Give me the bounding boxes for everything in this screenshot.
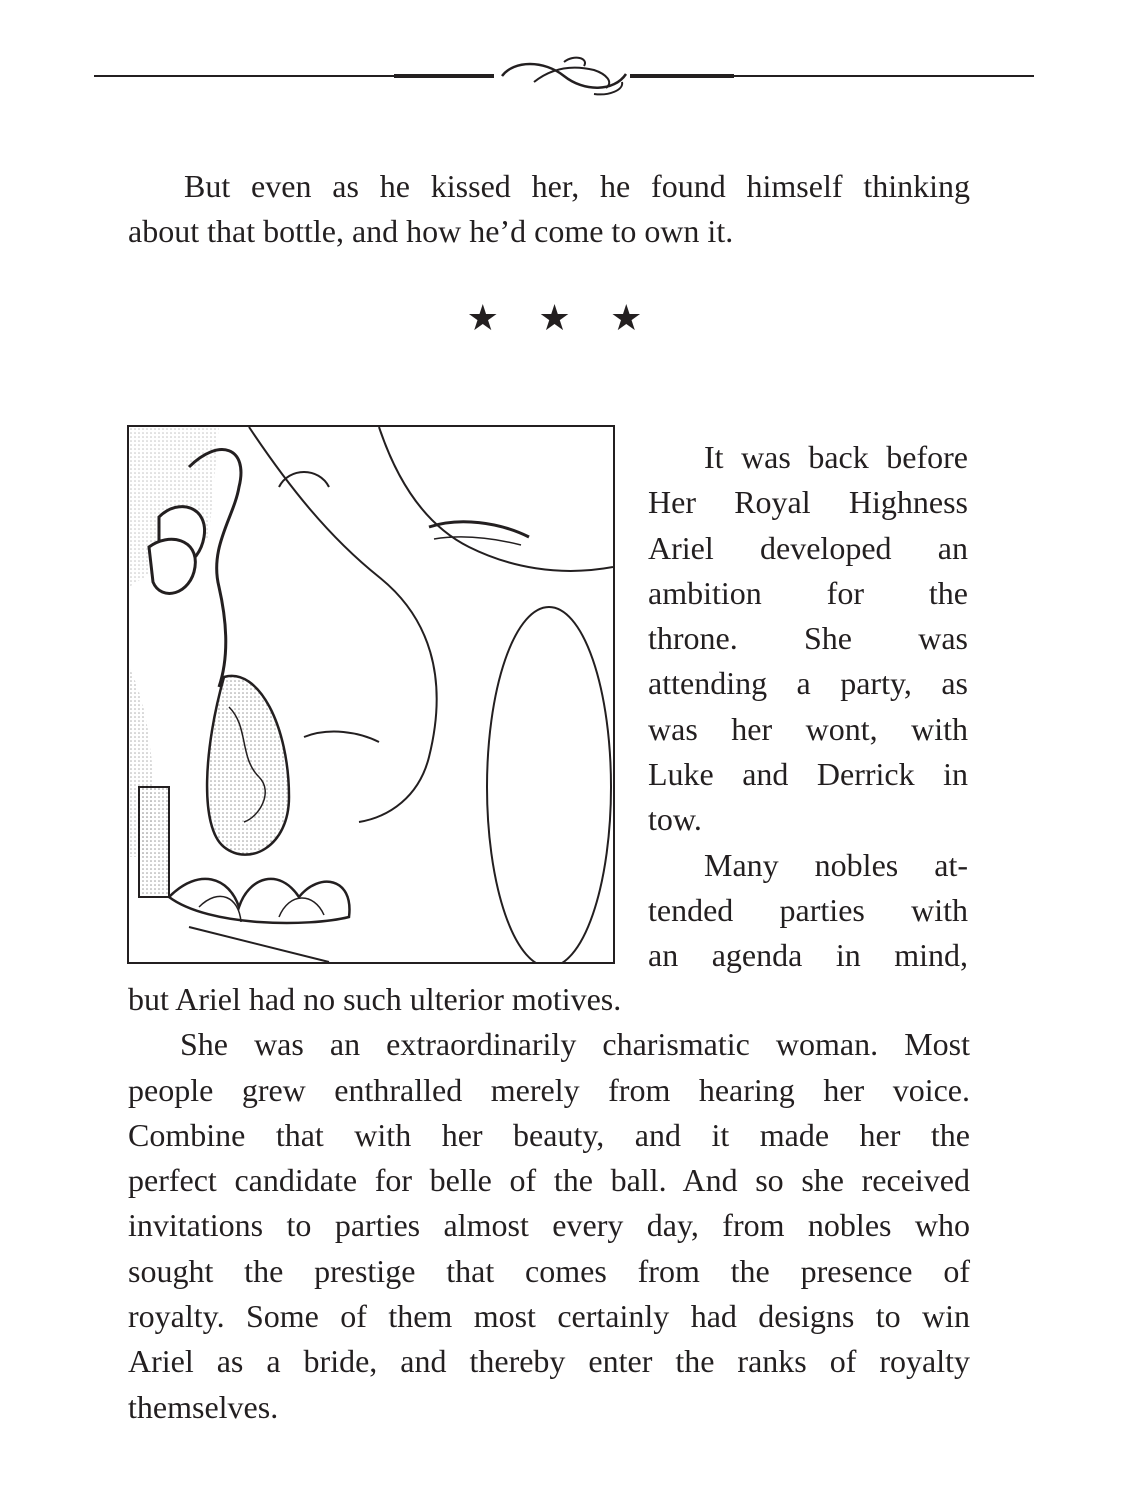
wrapped-paragraph: [648, 435, 968, 979]
text-line: tended parties with: [648, 891, 968, 928]
text-line: Her Royal Highness: [648, 484, 968, 521]
text-line: perfect candidate for belle of the ball. And so she received: [128, 1162, 970, 1199]
opening-paragraph: [128, 164, 970, 255]
text-line: throne. She was: [648, 620, 968, 657]
text-line: was her wont, with: [648, 710, 968, 747]
text-line: Ariel developed an: [648, 529, 968, 566]
manga-illustration: [127, 425, 615, 964]
text-line: Combine that with her beauty, and it made her the: [128, 1116, 970, 1153]
text-line: invitations to parties almost every day, from nobles who: [128, 1207, 970, 1244]
text-line: an agenda in mind,: [648, 937, 968, 974]
text-line: Many nobles at-: [704, 846, 968, 883]
text-line: themselves.: [128, 1388, 279, 1425]
text-line: Ariel as a bride, and thereby enter the ranks of royalty: [128, 1343, 970, 1380]
text-line: tow.: [648, 801, 702, 838]
text-line: about that bottle, and how he’d come to own it.: [128, 213, 734, 250]
text-line: royalty. Some of them most certainly had designs to win: [128, 1298, 970, 1335]
text-line: ambition for the: [648, 574, 968, 611]
text-line: It was back before: [704, 439, 968, 475]
scene-break-stars: ★ ★ ★: [466, 298, 657, 339]
text-line: Luke and Derrick in: [648, 756, 968, 793]
header-ornament-icon: [94, 52, 1034, 102]
text-line: people grew enthralled merely from hearing her voice.: [128, 1071, 970, 1108]
text-line: sought the prestige that comes from the presence of: [128, 1252, 970, 1289]
text-line: attending a party, as: [648, 665, 968, 702]
text-line: But even as he kissed her, he found himself thinking: [184, 168, 970, 204]
continued-paragraphs: [128, 977, 970, 1430]
manga-illustration-figure-icon: [129, 427, 613, 962]
text-line: She was an extraordinarily charismatic woman. Most: [180, 1026, 970, 1063]
text-line: but Ariel had no such ulterior motives.: [128, 981, 622, 1017]
